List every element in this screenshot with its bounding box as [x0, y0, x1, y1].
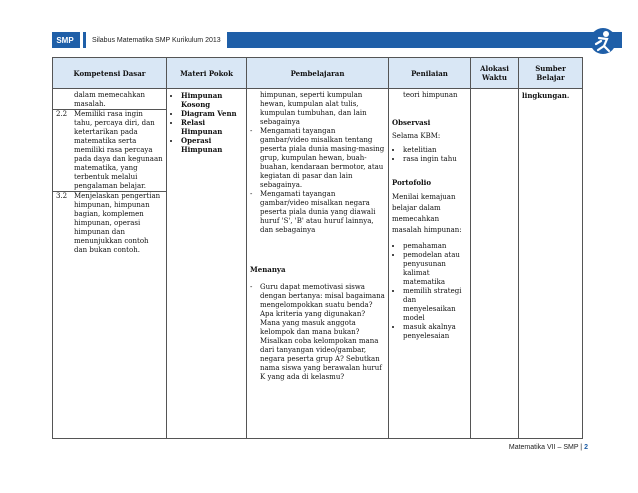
penilaian-cell [389, 89, 471, 439]
portofolio-text: Menilai kemajuan belajar dalam memecahkan masalah himpunan: [392, 193, 462, 234]
pembelajaran-item: - Mengamati tayangan gambar/video misalkan tentang peserta piala dunia masing-masing grup, kumpulan hewan, buah-buahan, kendaraan bermotor, atau kegiatan di pasar dan lain sebagainya. [250, 127, 385, 189]
table-header-row [53, 58, 583, 89]
pembelajaran-cell [247, 89, 389, 439]
observasi-item: • rasa ingin tahu [403, 155, 467, 164]
page-number: 2 [584, 444, 588, 451]
header-separator [80, 32, 83, 48]
col-penilaian: Penilaian [389, 58, 471, 89]
col-materi-pokok: Materi Pokok [167, 58, 247, 89]
col-kompetensi-dasar: Kompetensi Dasar [53, 58, 167, 89]
syllabus-table [52, 57, 583, 439]
kd-item: 2.2 Memiliki rasa ingin tahu, percaya diri, dan ketertarikan pada matematika serta memiliki rasa percaya pada daya dan kegunaan matematika, yang terbentuk melalui pengalaman belajar. [53, 110, 166, 192]
portofolio-item: • memilih strategi dan menyelesaikan model [403, 287, 467, 323]
penilaian-intro: teori himpunan [403, 91, 458, 99]
sumber-text: lingkungan. [522, 91, 570, 100]
materi-item: • Operasi Himpunan [181, 136, 243, 154]
kd-item: 3.2 Menjelaskan pengertian himpunan, himpunan bagian, komplemen himpunan, operasi himpunan dan menunjukkan contoh dan bukan contoh. [56, 192, 161, 254]
sumber-cell [519, 89, 583, 439]
materi-item: • Diagram Venn [181, 109, 243, 118]
pembelajaran-item: - Mengamati tayangan gambar/video misalkan negara peserta piala dunia yang diawali huruf 'S', 'B' atau huruf lainnya, dan sebagainya [250, 190, 376, 234]
page-footer: Matematika VII – SMP | 2 [508, 444, 588, 451]
kurikulum-logo-icon [587, 26, 619, 56]
observasi-text: Selama KBM: [392, 132, 441, 140]
col-sumber-belajar: Sumber Belajar [519, 58, 583, 89]
portofolio-item: • pemodelan atau penyusunan kalimat matematika [403, 251, 467, 287]
kd-item: dalam memecahkan masalah. [53, 89, 166, 110]
portofolio-item: • masuk akalnya penyelesaian [403, 323, 467, 341]
observasi-item: • ketelitian [403, 146, 467, 155]
observasi-heading: Observasi [392, 118, 431, 127]
pembelajaran-intro: himpunan, seperti kumpulan hewan, kumpulan alat tulis, kumpulan tumbuhan, dan lain sebagainya [260, 91, 367, 126]
level-tag: SMP [56, 35, 74, 45]
document-title: Silabus Matematika SMP Kurikulum 2013 [86, 32, 227, 48]
col-pembelajaran: Pembelajaran [247, 58, 389, 89]
menanya-item: - Guru dapat memotivasi siswa dengan bertanya: misal bagaimana mengelompokkan suatu benda? Apa kriteria yang digunakan? Mana yang masuk anggota kelompok dan mana bukan? Misalkan coba kelompokan mana dari tanyangan video/gambar, negara peserta grup A? Sebutkan nama siswa yang berawalan huruf K yang ada di kelasmu? [250, 283, 385, 381]
kd-cell [53, 89, 167, 439]
materi-item: • Himpunan Kosong [181, 91, 243, 109]
menanya-heading: Menanya [250, 265, 286, 274]
table-row [53, 89, 583, 439]
portofolio-item: • pemahaman [403, 242, 467, 251]
portofolio-heading: Portofolio [392, 178, 432, 187]
col-alokasi-waktu: Alokasi Waktu [471, 58, 519, 89]
alokasi-cell [471, 89, 519, 439]
materi-cell [167, 89, 247, 439]
materi-item: • Relasi Himpunan [181, 118, 243, 136]
